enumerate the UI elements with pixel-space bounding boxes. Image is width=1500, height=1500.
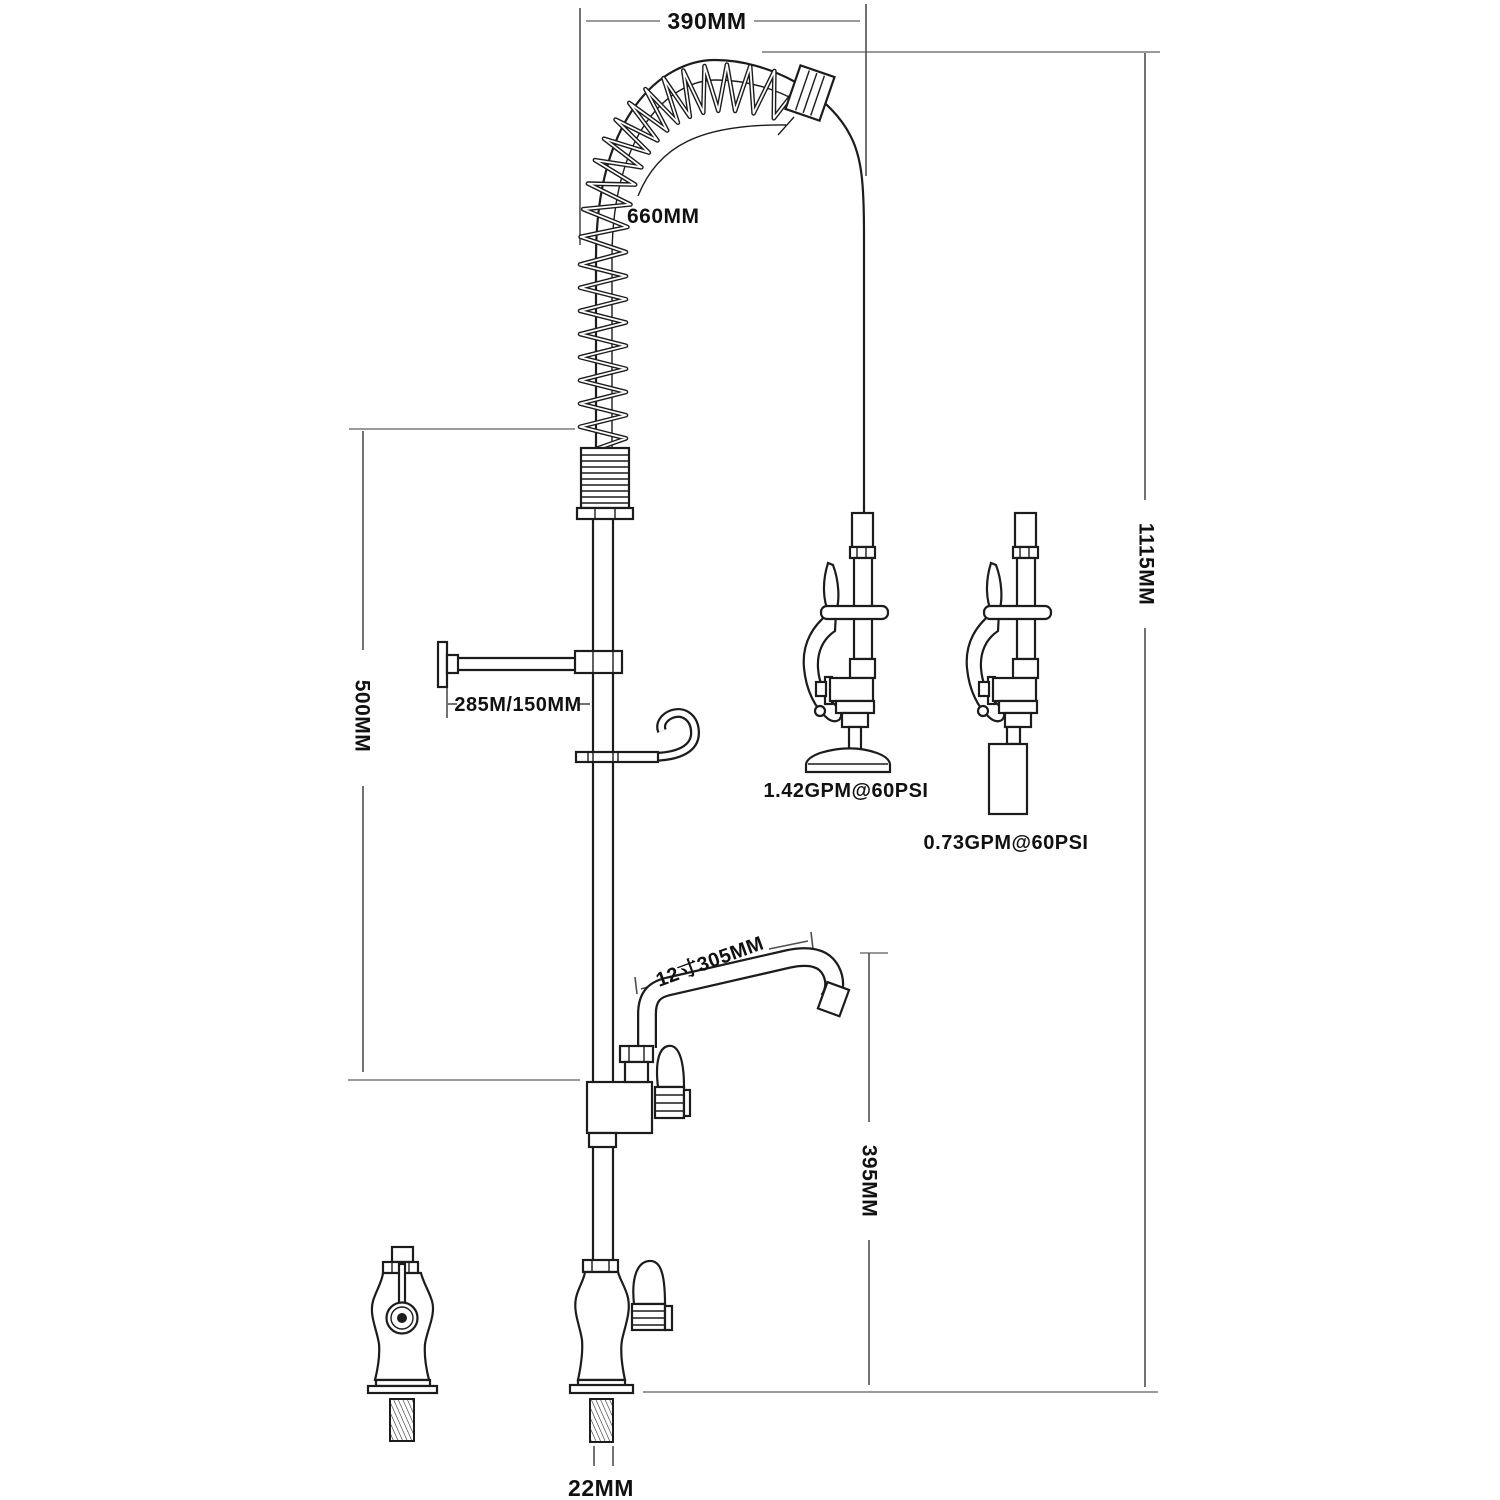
spray-valve-with-face	[804, 513, 890, 772]
add-on-faucet	[587, 957, 849, 1147]
hose-grip-handle	[577, 448, 633, 519]
spray-valve-flow-label: 1.42GPM@60PSI	[763, 780, 929, 802]
wall-bracket-arm	[438, 642, 622, 687]
dim-305mm-spout-label: 12寸305MM	[653, 932, 767, 992]
dim-285-150mm-label: 285M/150MM	[454, 694, 582, 716]
spout-nozzle-tip	[818, 982, 849, 1016]
dim-660mm-label: 660MM	[627, 205, 700, 228]
dimension-labels	[351, 8, 1158, 1500]
dim-22mm-label: 22MM	[568, 1475, 634, 1500]
nozzle-flow-label: 0.73GPM@60PSI	[923, 832, 1089, 854]
dim-500mm-label: 500MM	[350, 679, 374, 753]
main-base-valve	[570, 1260, 672, 1442]
dim-390mm-label: 390MM	[667, 8, 747, 34]
dimension-lines	[363, 4, 1145, 1466]
dim-395mm-label: 395MM	[857, 1144, 881, 1218]
spray-valve-with-nozzle	[967, 513, 1051, 814]
riser-pipe	[593, 519, 613, 1260]
base-valve-front-view	[368, 1247, 437, 1441]
dim-1115mm-label: 1115MM	[1134, 522, 1158, 606]
spring-end-cap	[785, 65, 834, 120]
